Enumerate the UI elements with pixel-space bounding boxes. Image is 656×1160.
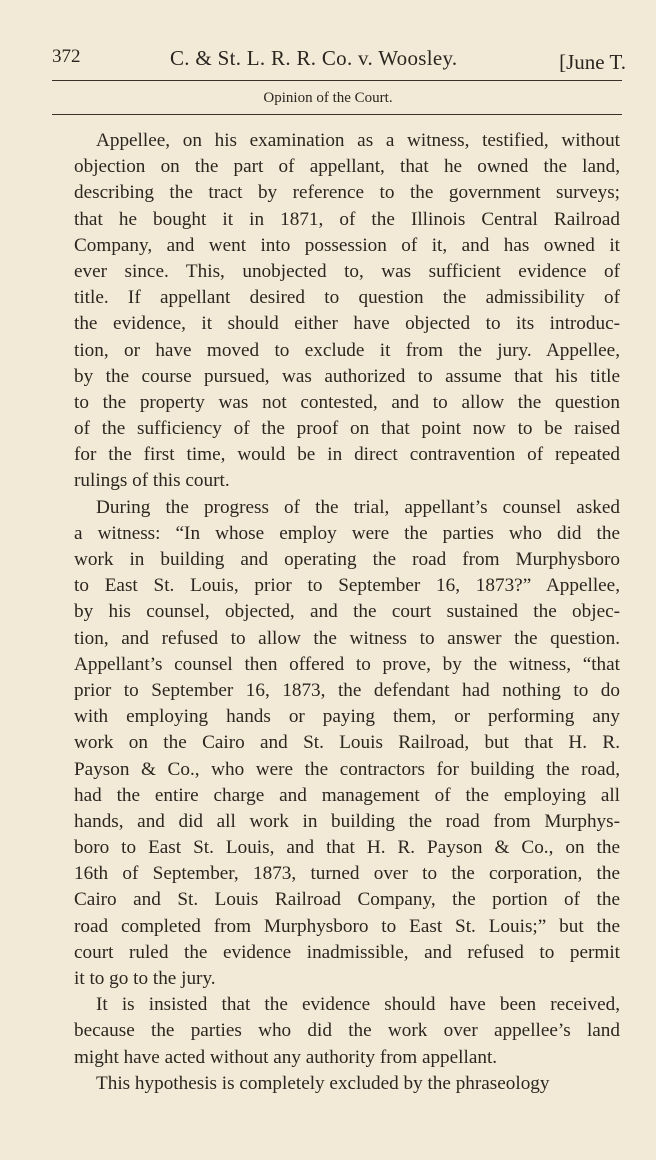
text-line: objection on the part of appellant, that he owned the land,: [74, 156, 620, 178]
text-line: title. If appellant desired to question the admissibility of: [74, 287, 620, 309]
text-line: prior to September 16, 1873, the defendant had nothing to do: [74, 679, 620, 701]
page-number: 372: [52, 46, 81, 67]
text-line: Appellant’s counsel then offered to prove, by the witness, “that: [74, 653, 620, 675]
page-header: [52, 42, 626, 76]
text-line: It is insisted that the evidence should have been received,: [96, 994, 620, 1016]
term-label: [June T.: [559, 50, 626, 74]
text-line: tion, or have moved to exclude it from the jury. Appellee,: [74, 339, 620, 361]
running-title: C. & St. L. R. R. Co. v. Woosley.: [170, 46, 458, 70]
text-line: rulings of this court.: [74, 470, 230, 492]
text-line: court ruled the evidence inadmissible, and refused to permit: [74, 941, 620, 963]
text-line: a witness: “In whose employ were the parties who did the: [74, 522, 620, 544]
text-line: Cairo and St. Louis Railroad Company, the portion of the: [74, 889, 620, 911]
text-line: boro to East St. Louis, and that H. R. Payson & Co., on the: [74, 837, 620, 859]
text-line: Company, and went into possession of it, and has owned it: [74, 234, 620, 256]
text-line: by his counsel, objected, and the court sustained the objec-: [74, 601, 620, 623]
text-line: Appellee, on his examination as a witness, testified, without: [96, 130, 620, 151]
header-rule: [52, 80, 622, 81]
text-line: it to go to the jury.: [74, 968, 216, 989]
section-heading: Opinion of the Court.: [263, 90, 393, 106]
text-line: to the property was not contested, and to allow the question: [74, 391, 620, 413]
text-line: of the sufficiency of the proof on that point now to be raised: [74, 418, 620, 440]
text-line: describing the tract by reference to the government surveys;: [74, 182, 620, 204]
text-line: work in building and operating the road from Murphysboro: [74, 549, 620, 570]
text-line: the evidence, it should either have objected to its introduc-: [74, 313, 620, 335]
text-line: hands, and did all work in building the road from Murphys-: [74, 810, 620, 832]
text-line: 16th of September, 1873, turned over to the corporation, the: [74, 863, 620, 885]
text-line: This hypothesis is completely excluded by the phraseology: [96, 1072, 550, 1094]
section-rule: [52, 114, 622, 115]
text-line: for the first time, would be in direct contravention of repeated: [74, 444, 620, 466]
text-line: ever since. This, unobjected to, was sufficient evidence of: [74, 260, 620, 282]
text-line: to East St. Louis, prior to September 16, 1873?” Appellee,: [74, 575, 620, 597]
text-line: by the course pursued, was authorized to assume that his title: [74, 365, 620, 387]
text-line: During the progress of the trial, appellant’s counsel asked: [96, 496, 620, 518]
text-line: might have acted without any authority from appellant.: [74, 1046, 498, 1068]
opinion-text: [74, 128, 620, 1097]
text-line: with employing hands or paying them, or performing any: [74, 706, 620, 728]
text-line: because the parties who did the work over appellee’s land: [74, 1020, 620, 1042]
text-line: Payson & Co., who were the contractors for building the road,: [74, 758, 620, 780]
text-line: work on the Cairo and St. Louis Railroad, but that H. R.: [74, 732, 620, 754]
text-line: had the entire charge and management of the employing all: [74, 784, 620, 806]
text-line: road completed from Murphysboro to East St. Louis;” but the: [74, 915, 620, 937]
text-line: tion, and refused to allow the witness to answer the question.: [74, 627, 620, 649]
text-line: that he bought it in 1871, of the Illinois Central Railroad: [74, 208, 620, 230]
